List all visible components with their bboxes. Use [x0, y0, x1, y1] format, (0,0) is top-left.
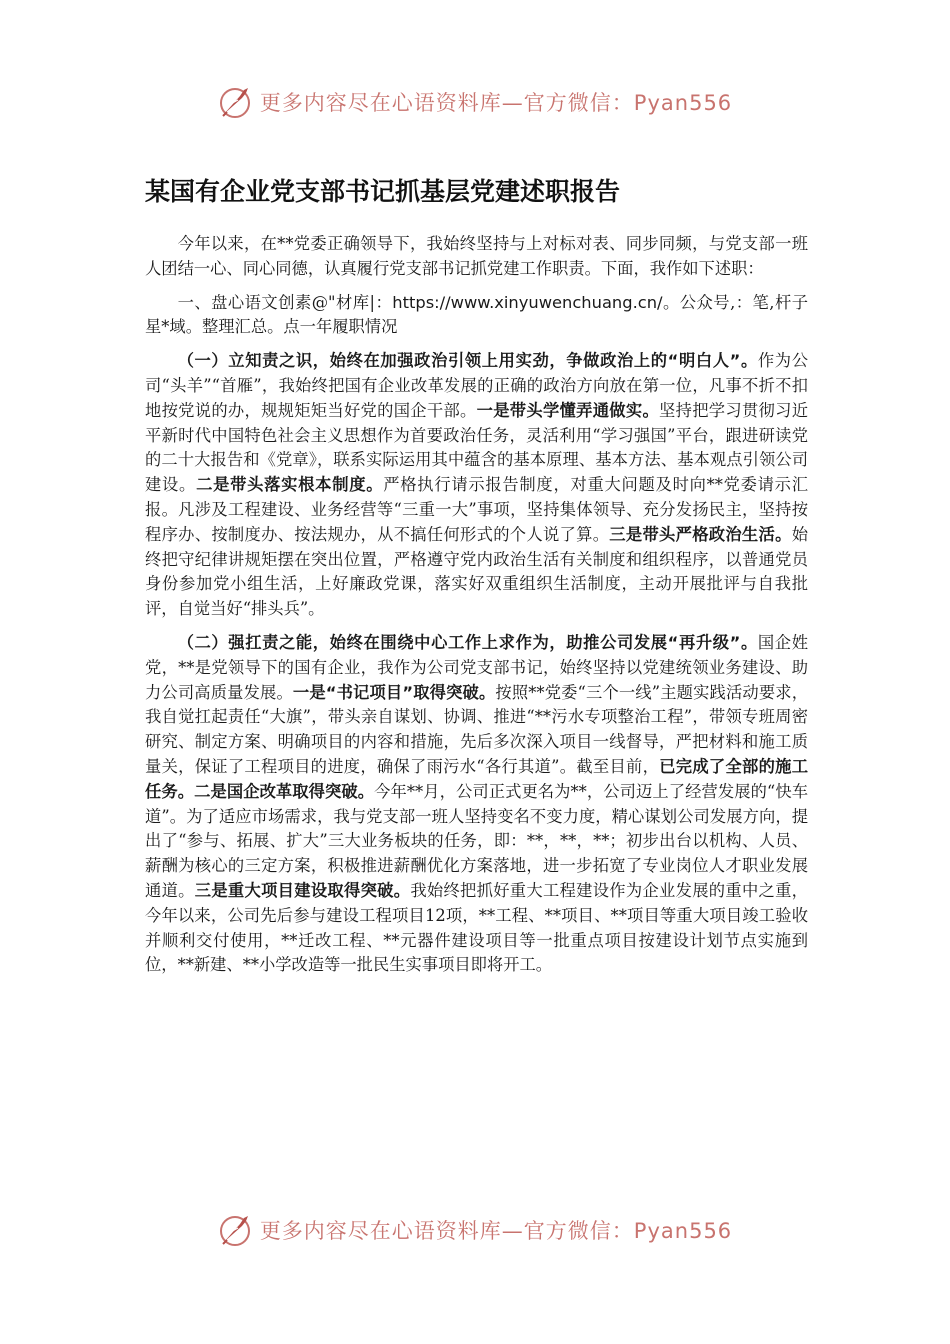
paragraph-two-text-3: 今年**月，公司正式更名为**，公司迈上了经营发展的“快车道”。为了适应市场需求，我与党支部一班人坚持变名不变力度，精心谋划公司发展方向，提出了“参与、拓展、扩大”三大业务板块的任务，即：**，**，**；初步出台以机构、人员、薪酬为核心的三定方案，积极推进薪酬优化方案落地，进一步拓宽了专业岗位人才职业发展通道。 [145, 781, 808, 900]
paragraph-two-point-3: 三是重大项目建设取得突破。 [194, 880, 411, 900]
quill-logo-icon [218, 1212, 254, 1248]
paragraph-one-text-2: 坚持把学习贯彻习近平新时代中国特色社会主义思想作为首要政治任务，灵活利用“学习强国”平台，跟进研读党的二十大报告和《党章》，联系实际运用其中蕴含的基本原理、基本方法、基本观点引领公司建设。 [145, 400, 808, 495]
paragraph-two-text-1: 国企姓党，**是党领导下的国有企业，我作为公司党支部书记，始终坚持以党建统领业务建设、助力公司高质量发展。 [145, 632, 808, 702]
website-link[interactable]: https://www.xinyuwenchuang.cn/ [392, 292, 663, 312]
paragraph-two-text-4: 我始终把抓好重大工程建设作为企业发展的重中之重，今年以来，公司先后参与建设工程项目12项，**工程、**项目、**项目等重大项目竣工验收并顺利交付使用，**迁改工程、**元器件建设项目等一批重点项目按建设计划节点实施到位，**新建、**小学改造等一批民生实事项目即将开工。 [145, 880, 808, 975]
paragraph-one-point-1: 一是带头学懂弄通做实。 [476, 400, 660, 420]
intro-paragraph: 今年以来，在**党委正确领导下，我始终坚持与上对标对表、同步同频，与党支部一班人团结一心、同心同德，认真履行党支部书记抓党建工作职责。下面，我作如下述职： [145, 234, 808, 278]
paragraph-one-text-4: 始终把守纪律讲规矩摆在突出位置，严格遵守党内政治生活有关制度和组织程序，以普通党员身份参加党小组生活，上好廉政党课，落实好双重组织生活制度，主动开展批评与自我批评，自觉当好“排头兵”。 [145, 524, 808, 619]
document-body [145, 232, 808, 987]
paragraph-two [145, 631, 808, 978]
banner-text: 更多内容尽在心语资料库—官方微信：Pyan556 [259, 91, 733, 115]
section-one-prefix: 一、盘心语文创素@"材库|： [177, 292, 393, 312]
paragraph-one-point-3: 三是带头严格政治生活。 [609, 524, 792, 544]
paragraph-two-text-2: 按照**党委“三个一线”主题实践活动要求，我自觉扛起责任“大旗”，带头亲自谋划、协调、推进“**污水专项整治工程”，带领专班周密研究、制定方案、明确项目的内容和措施，先后多次深入项目一线督导，严把材料和施工质量关，保证了工程项目的进度，确保了雨污水“各行其道”。截至目前， [145, 682, 808, 776]
banner-text: 更多内容尽在心语资料库—官方微信：Pyan556 [259, 1219, 733, 1243]
paragraph-one [145, 349, 808, 622]
footer-watermark-banner [0, 1208, 950, 1252]
paragraph-two-point-2: 已完成了全部的施工任务。二是国企改革取得突破。 [145, 756, 808, 801]
document-title: 某国有企业党支部书记抓基层党建述职报告 [145, 177, 621, 206]
paragraph-one-heading: （一）立知责之识，始终在加强政治引领上用实劲，争做政治上的“明白人”。 [177, 351, 758, 371]
section-one-suffix: 。公众号,：笔,杆子星*域。整理汇总。点一年履职情况 [145, 292, 808, 337]
header-watermark-banner [0, 80, 950, 124]
paragraph-one-text-1: 作为公司“头羊”“首雁”，我始终把国有企业改革发展的正确的政治方向放在第一位，凡事不折不扣地按党说的办，规规矩矩当好党的国企干部。 [145, 351, 808, 420]
paragraph-one-text-3: 严格执行请示报告制度，对重大问题及时向**党委请示汇报。凡涉及工程建设、业务经营等“三重一大”事项，坚持集体领导、充分发扬民主，坚持按程序办、按制度办、按法规办，从不搞任何形式的个人说了算。 [145, 475, 808, 544]
section-one-heading [145, 291, 808, 341]
paragraph-two-point-1: 一是“书记项目”取得突破。 [292, 682, 496, 702]
paragraph-one-point-2: 二是带头落实根本制度。 [196, 475, 384, 495]
quill-logo-icon [218, 84, 254, 120]
paragraph-two-heading: （二）强扛责之能，始终在围绕中心工作上求作为，助推公司发展“再升级”。 [177, 632, 758, 652]
